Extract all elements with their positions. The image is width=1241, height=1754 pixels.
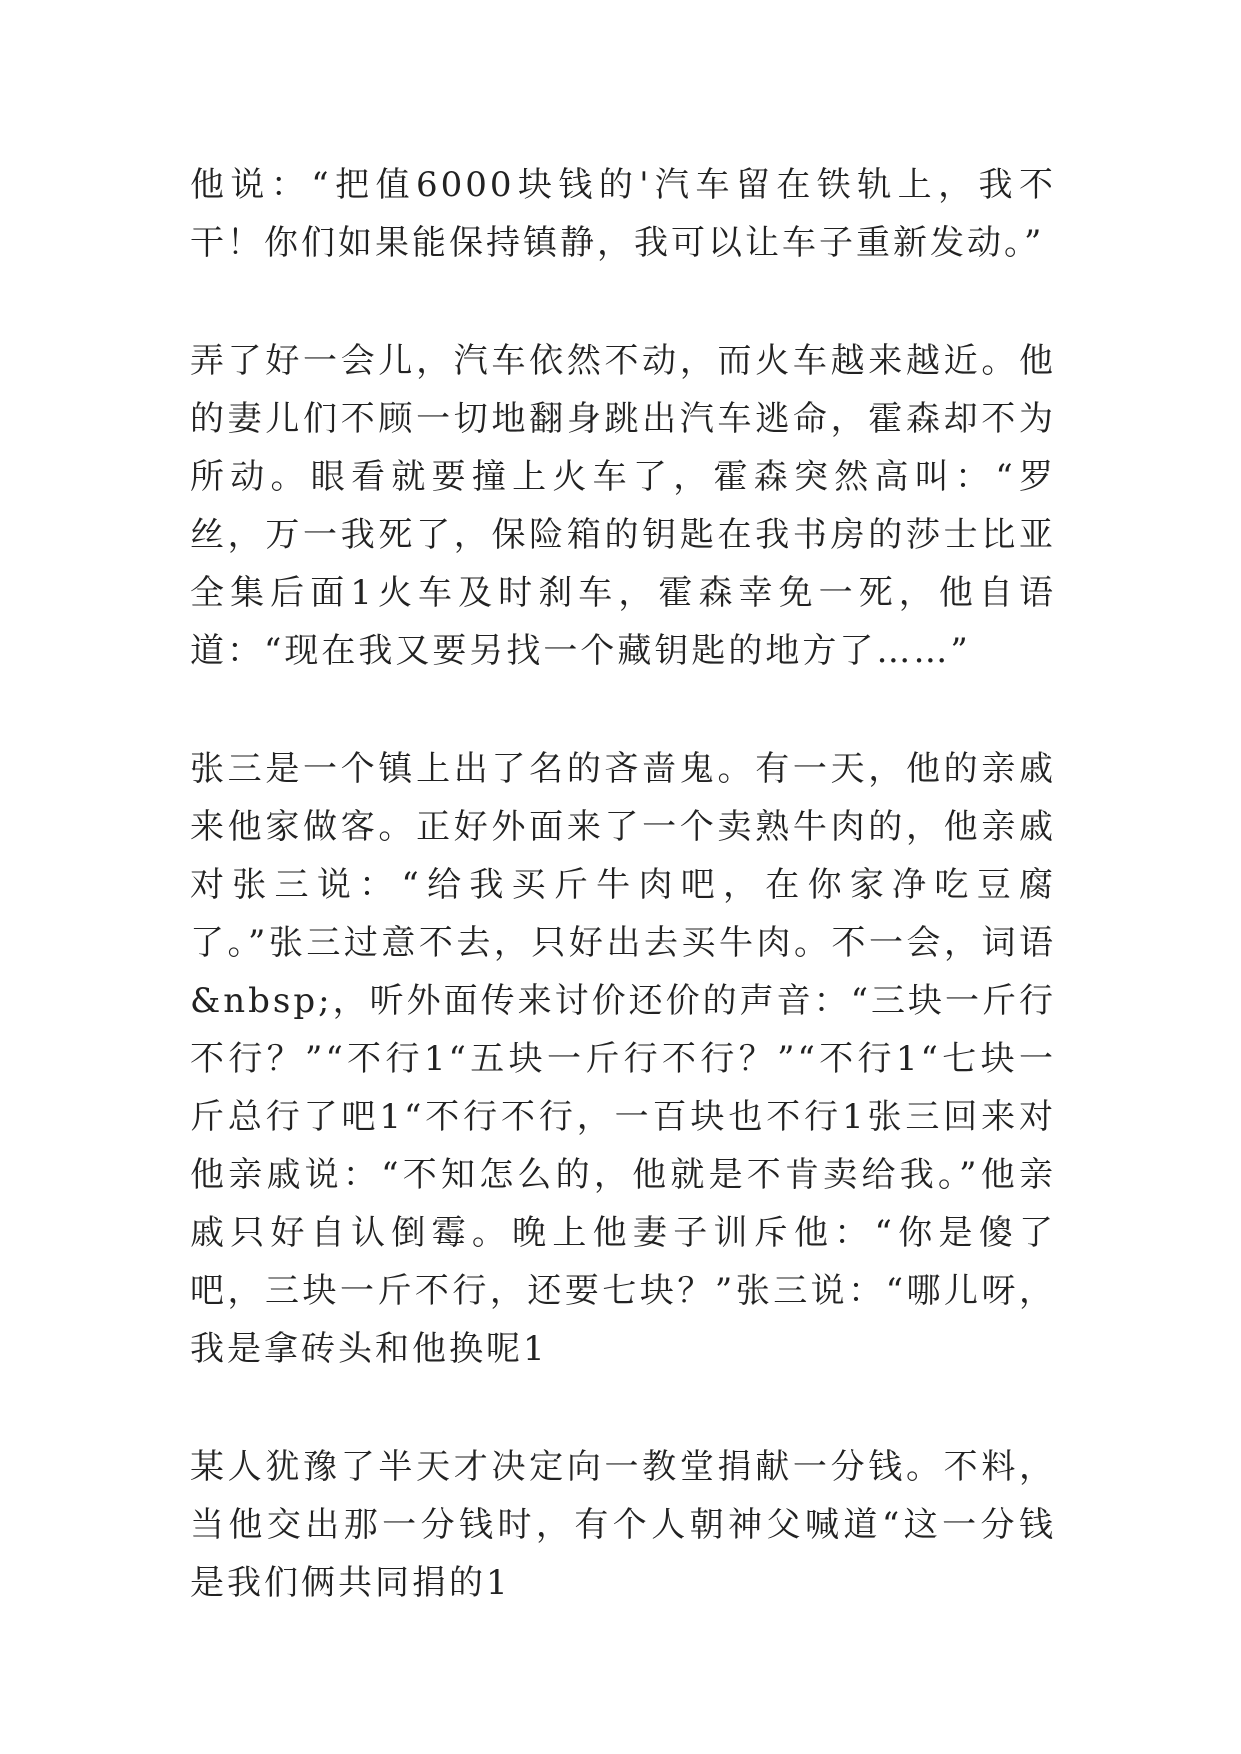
paragraph-church-donation: 某人犹豫了半天才决定向一教堂捐献一分钱。不料，当他交出那一分钱时，有个人朝神父喊道“这一分钱是我们俩共同捐的1 [190, 1447, 1056, 1603]
paragraph-miser-beef: 张三是一个镇上出了名的吝啬鬼。有一天，他的亲戚来他家做客。正好外面来了一个卖熟牛肉的，他亲戚对张三说：“给我买斤牛肉吧，在你家净吃豆腐了。”张三过意不去，只好出去买牛肉。不一会，词语&nbsp;，听外面传来讨价还价的声音：“三块一斤行不行？”“不行1“五块一斤行不行？”“不行1“七块一斤总行了吧1“不行不行，一百块也不行1张三回来对他亲戚说：“不知怎么的，他就是不肯卖给我。”他亲戚只好自认倒霉。晚上他妻子训斥他：“你是傻了吧，三块一斤不行，还要七块？”张三说：“哪儿呀，我是拿砖头和他换呢1 [190, 749, 1056, 1369]
document-body [190, 156, 1056, 1612]
paragraph-car-on-tracks: 他说：“把值6000块钱的'汽车留在铁轨上，我不干！你们如果能保持镇静，我可以让车子重新发动。” [190, 165, 1056, 263]
paragraph-train-approaching: 弄了好一会儿，汽车依然不动，而火车越来越近。他的妻儿们不顾一切地翻身跳出汽车逃命，霍森却不为所动。眼看就要撞上火车了，霍森突然高叫：“罗丝，万一我死了，保险箱的钥匙在我书房的莎士比亚全集后面1火车及时刹车，霍森幸免一死，他自语道：“现在我又要另找一个藏钥匙的地方了……” [190, 341, 1056, 671]
